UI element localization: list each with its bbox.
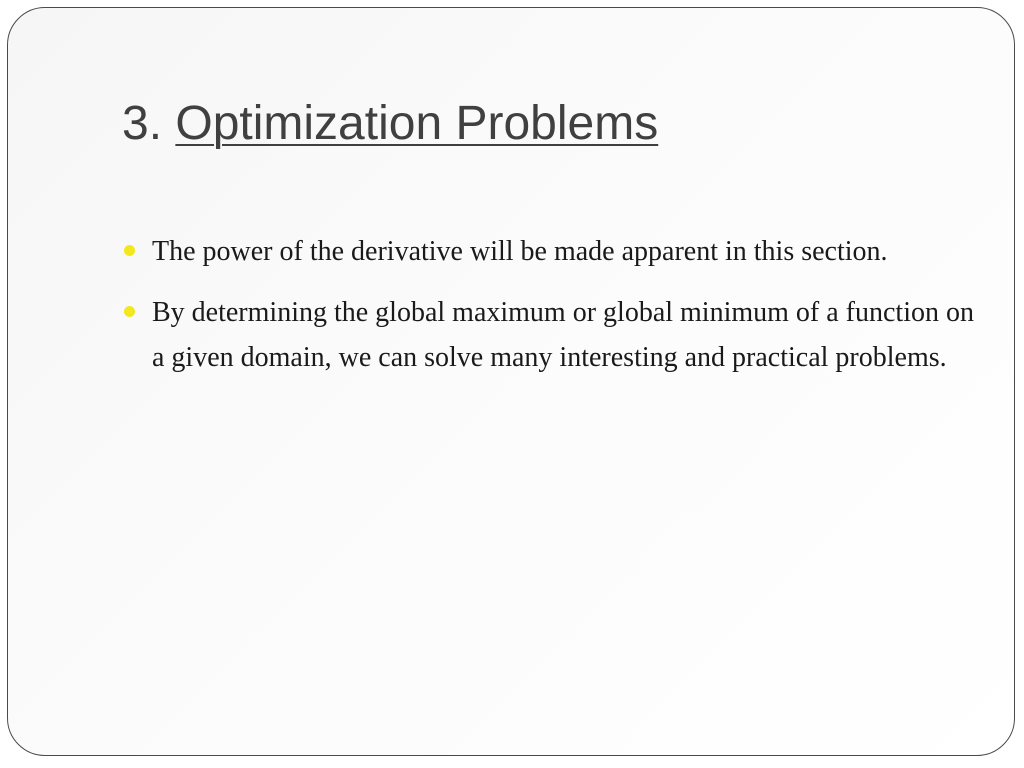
slide-title bbox=[122, 94, 658, 154]
bullet-item bbox=[118, 290, 978, 380]
title-text: Optimization Problems bbox=[175, 97, 659, 150]
bullet-dot-icon bbox=[124, 306, 135, 317]
bullet-text: The power of the derivative will be made apparent in this section. bbox=[152, 236, 888, 267]
bullet-list bbox=[118, 229, 978, 380]
bullet-item bbox=[118, 229, 978, 274]
slide-frame bbox=[7, 7, 1015, 756]
bullet-dot-icon bbox=[124, 245, 135, 256]
bullet-text: By determining the global maximum or global minimum of a function on a given domain, we can solve many interesting and practical problems. bbox=[152, 297, 974, 373]
title-number: 3. bbox=[122, 97, 163, 150]
